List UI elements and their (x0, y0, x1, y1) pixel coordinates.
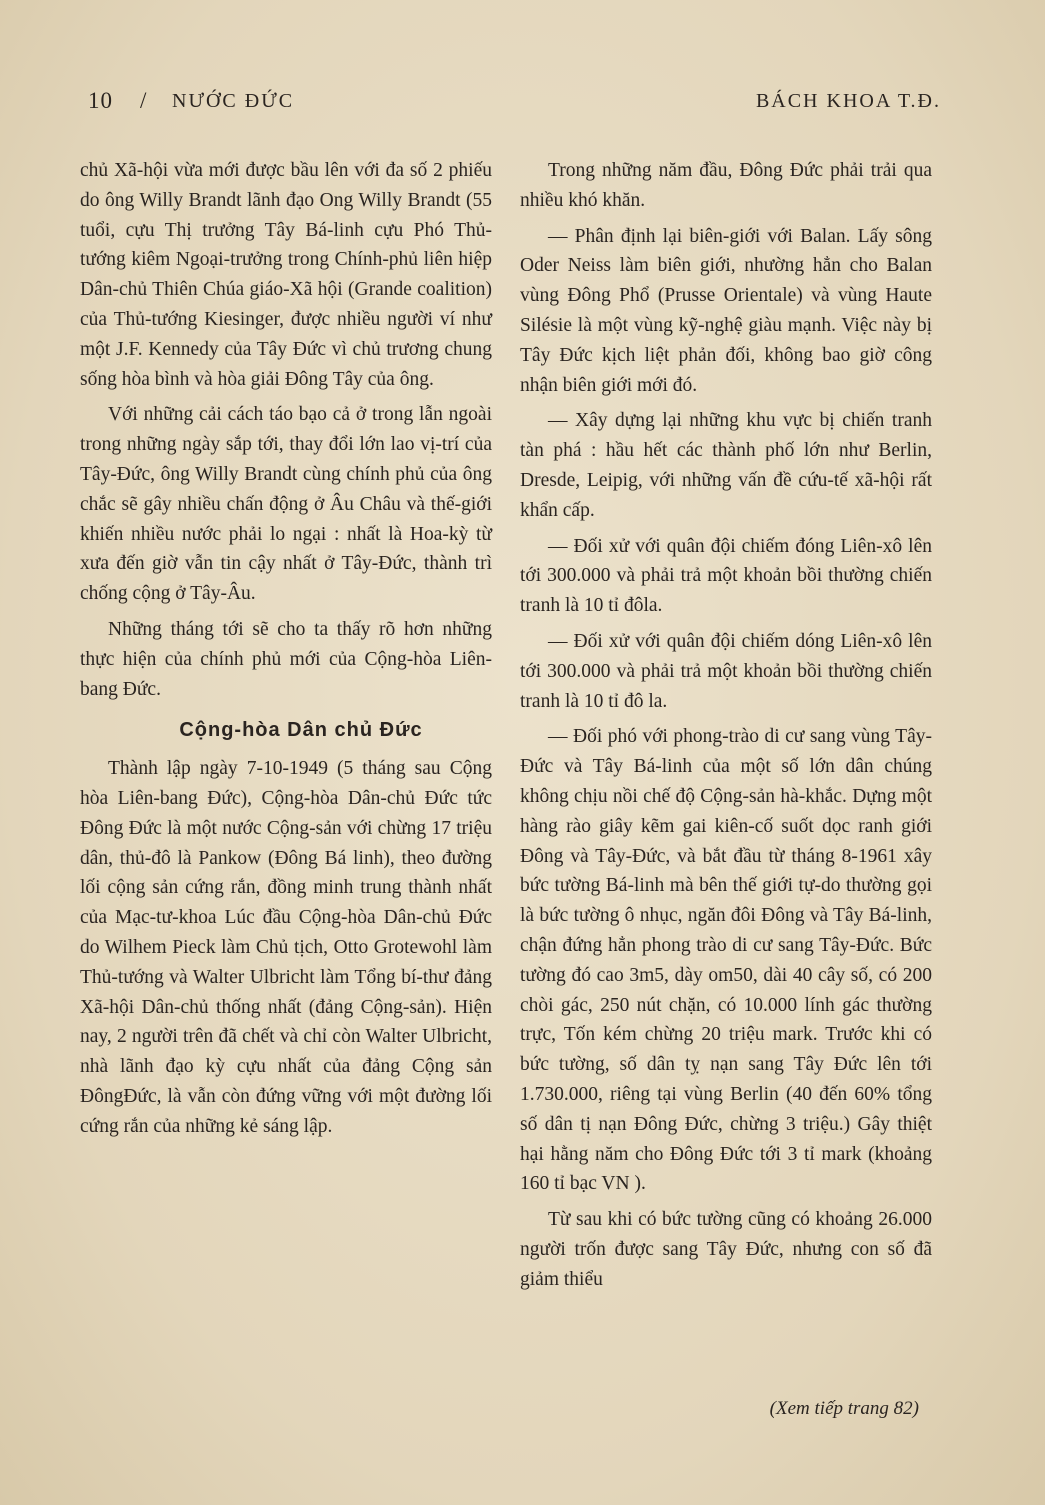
paragraph: Từ sau khi có bức tường cũng có khoảng 26.000 người trốn được sang Tây Đức, nhưng con số đã giảm thiểu (520, 1209, 932, 1290)
header-separator: / (140, 88, 148, 113)
page-number: 10 (88, 88, 113, 113)
paragraph: Trong những năm đầu, Đông Đức phải trải qua nhiều khó khăn. (520, 160, 932, 211)
left-column (80, 156, 492, 1148)
right-column (520, 156, 932, 1300)
continued-note: (Xem tiếp trang 82) (769, 1398, 919, 1419)
paragraph: — Xây dựng lại những khu vực bị chiến tranh tàn phá : hầu hết các thành phố lớn như Berlin, Dresde, Leipig, với những vấn đề cứu-tế xã-hội rất khẩn cấp. (520, 410, 932, 521)
paragraph: — Đối xử với quân đội chiếm đóng Liên-xô lên tới 300.000 và phải trả một khoản bồi thường chiến tranh là 10 tỉ đôla. (520, 535, 932, 617)
paragraph: — Đối phó với phong-trào di cư sang vùng Tây-Đức và Tây Bá-linh của một số lớn dân chúng không chịu nồi chế độ Cộng-sản hà-khắc. Dựng một hàng rào giây kẽm gai kiên-cố suốt dọc ranh giới Đông và Tây-Đức, và bắt đầu từ tháng 8-1961 xây bức tường Bá-linh mà bên thế giới tự-do thường gọi là bức tường ô nhục, ngăn đôi Đông và Tây Bá-linh, chận đứng hẳn phong trào di cư sang Tây-Đức. Bức tường đó cao 3m5, dày om50, dài 40 cây số, có 200 chòi gác, 250 nút chặn, có 10.000 lính gác thường trực, Tốn kém chừng 20 triệu mark. Trước khi có bức tường, số dân tỵ nạn sang Tây Đức lên tới 1.730.000, riêng tại vùng Berlin (40 đến 60% tổng số dân tị nạn Đông Đức, chừng 3 triệu.) Gây thiệt hại hằng năm cho Đông Đức tới 3 tỉ mark (khoảng 160 tỉ bạc VN ). (520, 726, 932, 1195)
paragraph: Thành lập ngày 7-10-1949 (5 tháng sau Cộng hòa Liên-bang Đức), Cộng-hòa Dân-chủ Đức tức Đông Đức là một nước Cộng-sản với chừng 17 triệu dân, thủ-đô là Pankow (Đông Bá linh), theo đường lối cộng sản cứng rắn, đồng minh trung thành nhất của Mạc-tư-khoa Lúc đầu Cộng-hòa Dân-chủ Đức do Wilhem Pieck làm Chủ tịch, Otto Grotewohl làm Thủ-tướng và Walter Ulbricht làm Tổng bí-thư đảng Xã-hội Dân-chủ thống nhất (đảng Cộng-sản). Hiện nay, 2 người trên đã chết và chỉ còn Walter Ulbricht, nhà lãnh đạo kỳ cựu nhất của đảng Cộng sản ĐôngĐức, là vẫn còn đứng vững với một đường lối cứng rắn của những kẻ sáng lập. (80, 758, 492, 1137)
paragraph: — Phân định lại biên-giới với Balan. Lấy sông Oder Neiss làm biên giới, nhường hẳn cho Balan vùng Đông Phổ (Prusse Orientale) và vùng Haute Silésie là một vùng kỹ-nghệ giàu mạnh. Việc này bị Tây Đức kịch liệt phản đối, không bao giờ công nhận biên giới mới đó. (520, 225, 932, 396)
subheading: Cộng-hòa Dân chủ Đức (179, 719, 423, 742)
page-header (88, 88, 941, 124)
section-title: NƯỚC ĐỨC (172, 90, 295, 112)
paragraph: chủ Xã-hội vừa mới được bầu lên với đa số 2 phiếu do ông Willy Brandt lãnh đạo Ong Willy Brandt (55 tuổi, cựu Thị trưởng Tây Bá-linh cựu Phó Thủ-tướng kiêm Ngoại-trưởng trong Chính-phủ liên hiệp Dân-chủ Thiên Chúa giáo-Xã hội (Grande coalition) của Thủ-tướng Kiesinger, được nhiều người ví như một J.F. Kennedy của Tây Đức vì chủ trương chung sống hòa bình và hòa giải Đông Tây của ông. (80, 160, 492, 390)
paragraph: — Đối xử với quân đội chiếm dóng Liên-xô lên tới 300.000 và phải trả một khoản bồi thường chiến tranh là 10 tỉ đô la. (520, 630, 932, 712)
magazine-title: BÁCH KHOA T.Đ. (755, 90, 941, 112)
paragraph: Những tháng tới sẽ cho ta thấy rõ hơn những thực hiện của chính phủ mới của Cộng-hòa Liên-bang Đức. (80, 618, 492, 700)
paragraph: Với những cải cách táo bạo cả ở trong lẫn ngoài trong những ngày sắp tới, thay đổi lớn lao vị-trí của Tây-Đức, ông Willy Brandt cùng chính phủ của ông chắc sẽ gây nhiều chấn động ở Âu Châu và thế-giới khiến nhiều nước phải lo ngại : nhất là Hoa-kỳ từ xưa đến giờ vẫn tin cậy nhất ở Tây-Đức, thành trì chống cộng ở Tây-Âu. (80, 404, 492, 605)
